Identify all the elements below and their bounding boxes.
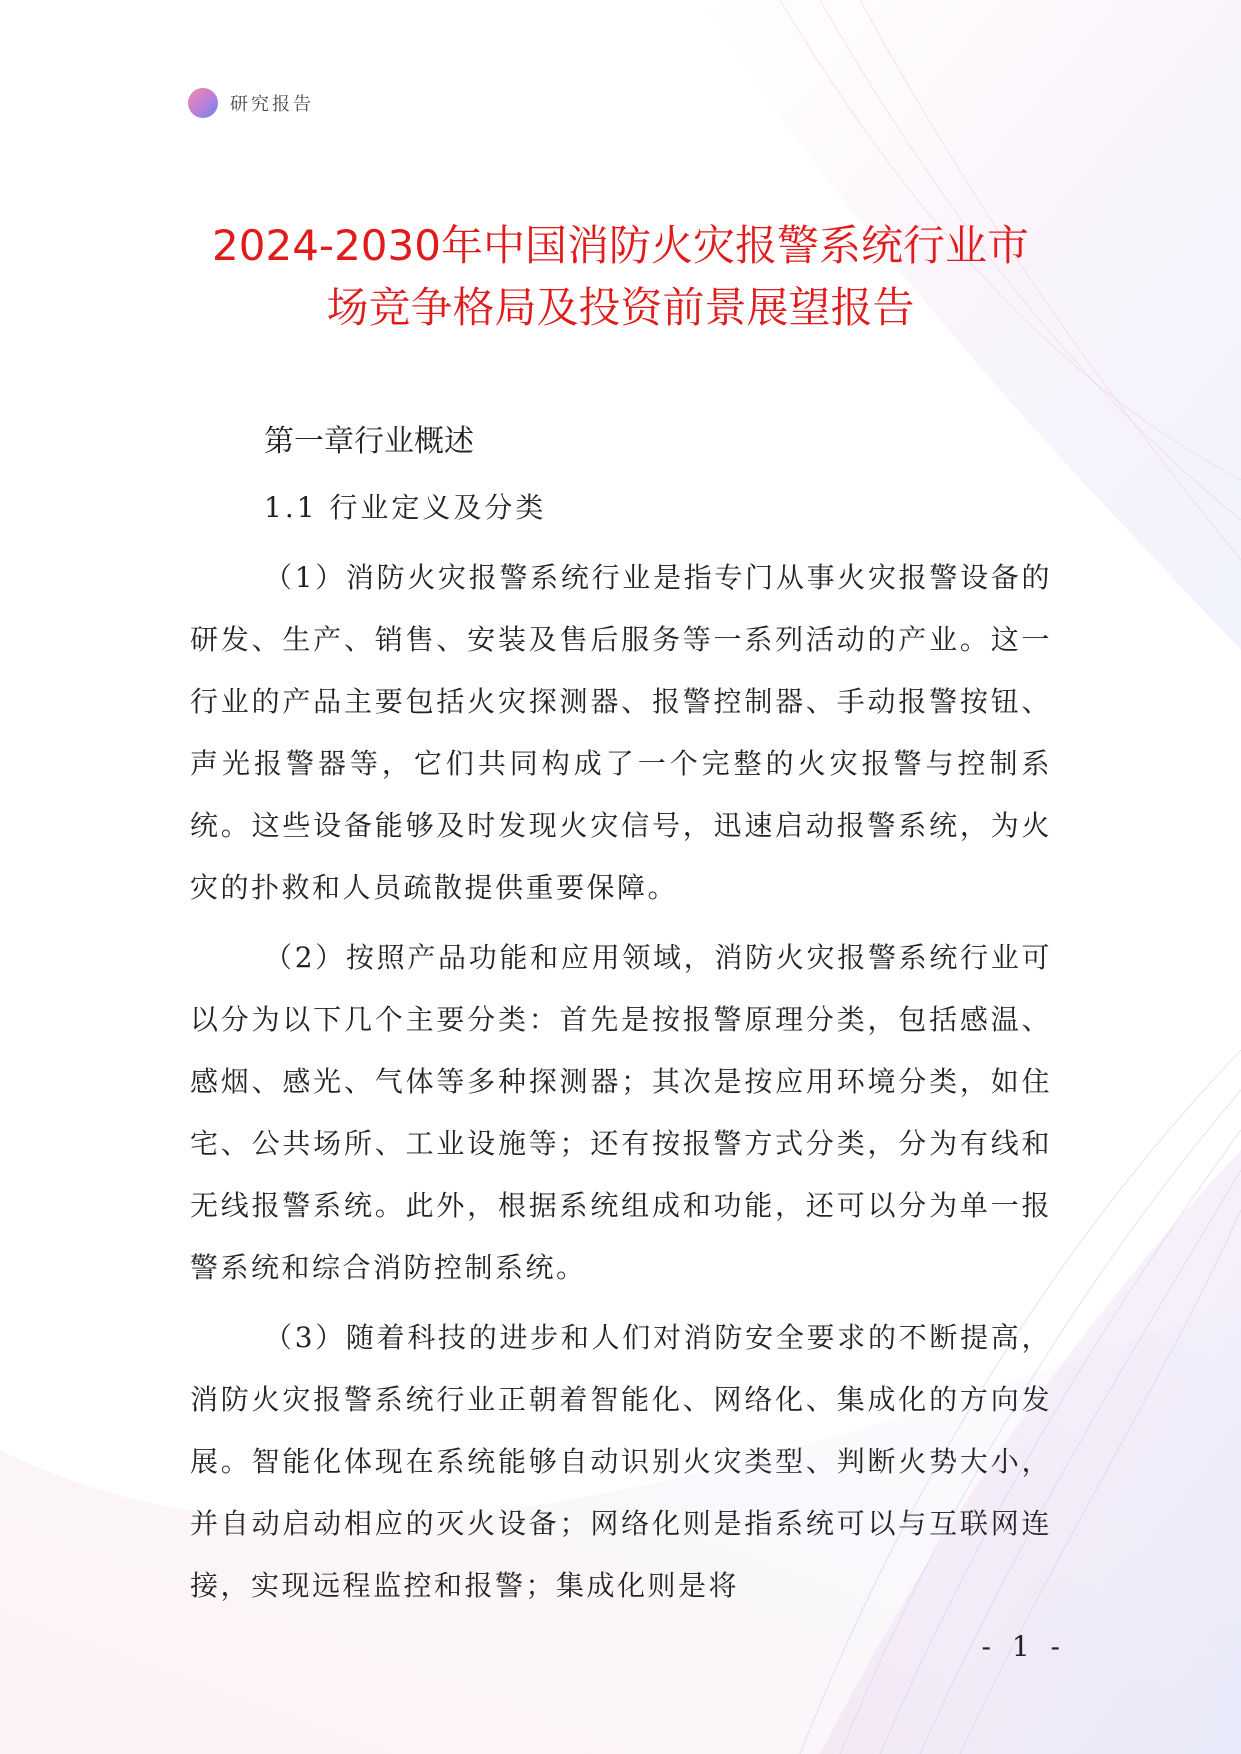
section-heading: 1.1 行业定义及分类 <box>264 491 547 524</box>
document-body <box>190 415 1052 1617</box>
paragraph-1: （1）消防火灾报警系统行业是指专门从事火灾报警设备的研发、生产、销售、安装及售后服务等一系列活动的产业。这一行业的产品主要包括火灾探测器、报警控制器、手动报警按钮、声光报警器等，它们共同构成了一个完整的火灾报警与控制系统。这些设备能够及时发现火灾信号，迅速启动报警系统，为火灾的扑救和人员疏散提供重要保障。 <box>190 561 1052 904</box>
paragraph-3: （3）随着科技的进步和人们对消防安全要求的不断提高，消防火灾报警系统行业正朝着智能化、网络化、集成化的方向发展。智能化体现在系统能够自动识别火灾类型、判断火势大小，并自动启动相应的灭火设备；网络化则是指系统可以与互联网连接，实现远程监控和报警；集成化则是将 <box>190 1321 1052 1602</box>
page-number: - 1 - <box>981 1630 1066 1663</box>
paragraph-2: （2）按照产品功能和应用领域，消防火灾报警系统行业可以分为以下几个主要分类：首先是按报警原理分类，包括感温、感烟、感光、气体等多种探测器；其次是按应用环境分类，如住宅、公共场所、工业设施等；还有按报警方式分类，分为有线和无线报警系统。此外，根据系统组成和功能，还可以分为单一报警系统和综合消防控制系统。 <box>190 941 1052 1284</box>
title-line-2: 场竞争格局及投资前景展望报告 <box>326 283 915 332</box>
report-header <box>188 88 314 118</box>
chapter-heading: 第一章行业概述 <box>264 424 474 459</box>
title-line-1: 2024-2030年中国消防火灾报警系统行业市 <box>212 221 1029 270</box>
header-label: 研究报告 <box>230 94 314 115</box>
document-title <box>160 215 1081 339</box>
logo-icon <box>188 88 218 118</box>
